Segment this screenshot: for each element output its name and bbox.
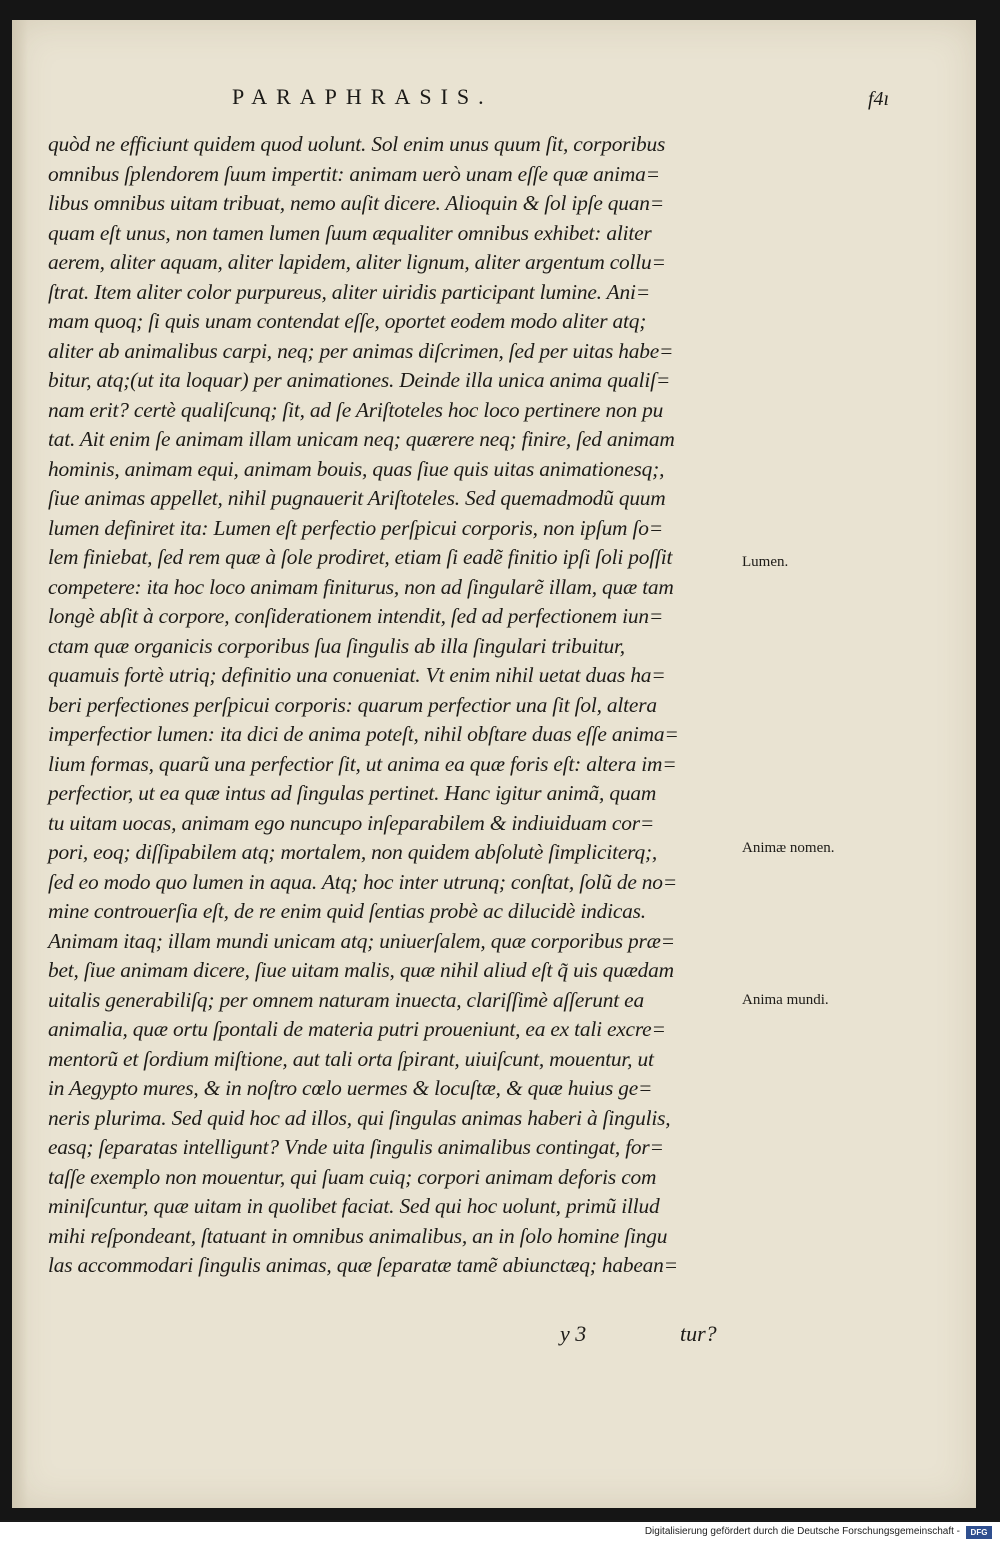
dfg-logo: DFG	[966, 1526, 992, 1539]
text-line: lumen definiret ita: Lumen eſt perfectio perſpicui corporis, non ipſum ſo=	[48, 515, 663, 540]
text-line: quam eſt unus, non tamen lumen ſuum æqualiter omnibus exhibet: aliter	[48, 220, 652, 245]
margin-note-animae-nomen: Animæ nomen.	[742, 840, 835, 856]
text-line: uitalis generabiliſq; per omnem naturam inuecta, clariſſimè aſſerunt ea	[48, 987, 644, 1012]
text-line: ctam quæ organicis corporibus ſua ſingulis ab illa ſingulari tribuitur,	[48, 633, 625, 658]
margin-note-lumen: Lumen.	[742, 554, 789, 570]
text-line: mam quoq; ſi quis unam contendat eſſe, oportet eodem modo aliter atq;	[48, 309, 647, 333]
text-line: easq; ſeparatas intelligunt? Vnde uita ſingulis animalibus contingat, for=	[48, 1135, 664, 1159]
text-line: imperfectior lumen: ita dici de anima poteſt, nihil obſtare duas eſſe anima=	[48, 722, 679, 746]
signature-mark: y 3	[560, 1321, 587, 1346]
text-line: mihi reſpondeant, ſtatuant in omnibus animalibus, an in ſolo homine ſingu	[48, 1223, 668, 1248]
text-line: animalia, quæ ortu ſpontali de materia putri proueniunt, ea ex tali excre=	[48, 1017, 666, 1041]
text-line: nam erit? certè qualiſcunq; ſit, ad ſe Ariſtoteles hoc loco pertinere non pu	[48, 397, 664, 422]
folio-number: f4ı	[868, 88, 890, 110]
text-line: pori, eoq; diſſipabilem atq; mortalem, non quidem abſolutè ſimpliciterq;,	[48, 840, 658, 864]
text-line: tat. Ait enim ſe animam illam unicam neq; quærere neq; finire, ſed animam	[48, 427, 675, 451]
text-line: hominis, animam equi, animam bouis, quas ſiue quis uitas animationesq;,	[48, 456, 665, 481]
body-text	[48, 130, 738, 1281]
funding-credit: Digitalisierung gefördert durch die Deutsche Forschungsgemeinschaft -	[644, 1526, 960, 1537]
page-gutter-shadow	[12, 20, 28, 1508]
text-line: bet, ſiue animam dicere, ſiue uitam malis, quæ nihil aliud eſt q̃ uis quædam	[48, 958, 674, 982]
catchword: tur?	[680, 1321, 717, 1346]
text-line: aerem, aliter aquam, aliter lapidem, aliter lignum, aliter argentum collu=	[48, 250, 666, 274]
text-line: ſtrat. Item aliter color purpureus, aliter uiridis participant lumine. Ani=	[48, 279, 650, 304]
page-header	[0, 84, 1000, 124]
text-line: ſed eo modo quo lumen in aqua. Atq; hoc inter utrunq; conſtat, ſolũ de no=	[48, 869, 677, 894]
text-line: longè abſit à corpore, conſiderationem intendit, ſed ad perfectionem iun=	[48, 604, 664, 628]
text-line: aliter ab animalibus carpi, neq; per animas diſcrimen, ſed per uitas habe=	[48, 338, 674, 363]
text-line: Animam itaq; illam mundi unicam atq; uniuerſalem, quæ corporibus præ=	[48, 928, 675, 953]
text-line: ſiue animas appellet, nihil pugnauerit Ariſtoteles. Sed quemadmodũ quum	[48, 486, 666, 510]
margin-note-anima-mundi: Anima mundi.	[742, 992, 829, 1008]
text-line: taſſe exemplo non mouentur, qui ſuam cuiq; corpori animam deforis com	[48, 1164, 657, 1189]
text-line: neris plurima. Sed quid hoc ad illos, qui ſingulas animas haberi à ſingulis,	[48, 1105, 671, 1130]
text-line: omnibus ſplendorem ſuum impertit: animam uerò unam eſſe quæ anima=	[48, 161, 660, 186]
text-line: lem finiebat, ſed rem quæ à ſole prodiret, etiam ſi eadẽ finitio ipſi ſoli poſſit	[48, 545, 673, 569]
text-line: beri perfectiones perſpicui corporis: quarum perfectior una ſit ſol, altera	[48, 692, 657, 717]
text-line: tu uitam uocas, animam ego nuncupo inſeparabilem & indiuiduam cor=	[48, 810, 655, 835]
text-line: competere: ita hoc loco animam finiturus, non ad ſingularẽ illam, quæ tam	[48, 574, 674, 599]
text-line: bitur, atq;(ut ita loquar) per animationes. Deinde illa unica anima qualiſ=	[48, 368, 671, 392]
text-line: in Aegypto mures, & in noſtro cœlo uermes & locuſtæ, & quæ huius ge=	[48, 1076, 653, 1100]
text-line: perfectior, ut ea quæ intus ad ſingulas pertinet. Hanc igitur animã, quam	[48, 781, 657, 805]
text-line: miniſcuntur, quæ uitam in quolibet faciat. Sed qui hoc uolunt, primũ illud	[48, 1194, 660, 1218]
text-line: mentorũ et ſordium miſtione, aut tali orta ſpirant, uiuiſcunt, mouentur, ut	[48, 1046, 654, 1071]
text-line: las accommodari ſingulis animas, quæ ſeparatæ tamẽ abiunctæq; habean=	[48, 1253, 678, 1277]
credit-bar	[0, 1522, 1000, 1544]
text-line: mine controuerſia eſt, de re enim quid ſentias probè ac dilucidè indicas.	[48, 899, 646, 923]
text-line: quamuis fortè utriq; definitio una conueniat. Vt enim nihil uetat duas ha=	[48, 663, 666, 687]
text-line: lium formas, quarũ una perfectior ſit, ut anima ea quæ foris eſt: altera im=	[48, 751, 677, 776]
text-line: quòd ne efficiunt quidem quod uolunt. Sol enim unus quum ſit, corporibus	[48, 132, 666, 156]
running-title: PARAPHRASIS.	[232, 84, 493, 109]
text-line: libus omnibus uitam tribuat, nemo auſit dicere. Alioquin & ſol ipſe quan=	[48, 191, 664, 215]
